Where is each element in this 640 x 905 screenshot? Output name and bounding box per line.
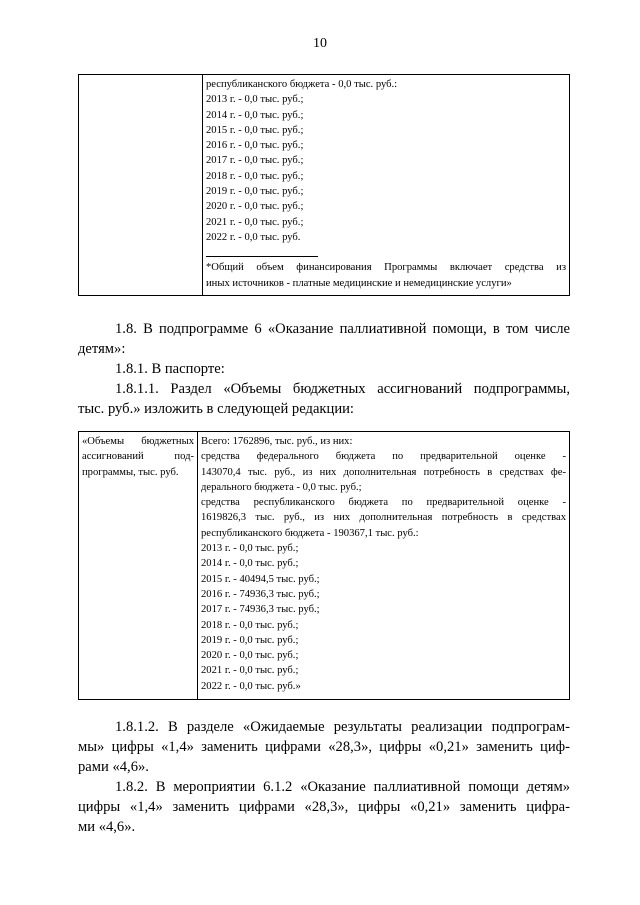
table2-line: 2014 г. - 0,0 тыс. руб.; bbox=[201, 558, 299, 570]
table2-left-line: ассигнований под- bbox=[82, 451, 194, 463]
table1-line: 2022 г. - 0,0 тыс. руб. bbox=[206, 231, 301, 243]
table1-line: республиканского бюджета - 0,0 тыс. руб.: bbox=[206, 79, 398, 90]
table2-line: средства федерального бюджета по предварительной оценке - bbox=[201, 451, 566, 463]
table2-line: 2019 г. - 0,0 тыс. руб.; bbox=[201, 634, 299, 646]
paragraph-1-8-1-2-line1: 1.8.1.2. В разделе «Ожидаемые результаты реализации подпрограм- bbox=[115, 719, 570, 735]
paragraph-1-8-1-1-line1: 1.8.1.1. Раздел «Объемы бюджетных ассигнований подпрограммы, bbox=[115, 381, 570, 397]
paragraph-1-8-1: 1.8.1. В паспорте: bbox=[115, 361, 225, 377]
table2-line: 2022 г. - 0,0 тыс. руб.» bbox=[201, 680, 301, 692]
paragraph-1-8-2-line3: ми «4,6». bbox=[78, 819, 136, 835]
table1-line: 2017 г. - 0,0 тыс. руб.; bbox=[206, 155, 304, 167]
table2-left-line: программы, тыс. руб. bbox=[82, 466, 179, 478]
paragraph-1-8-line1: 1.8. В подпрограмме 6 «Оказание паллиативной помощи, в том числе bbox=[115, 321, 570, 337]
table2-left-line: «Объемы бюджетных bbox=[82, 436, 194, 447]
page-number: 10 bbox=[313, 36, 327, 51]
table2-line: 1619826,3 тыс. руб., из них дополнительная потребность в средствах bbox=[201, 512, 566, 524]
table1-right-cell bbox=[203, 75, 570, 296]
paragraph-1-8-1-2-line3: рами «4,6». bbox=[78, 759, 149, 775]
table1-line: 2013 г. - 0,0 тыс. руб.; bbox=[206, 94, 304, 106]
table2-line: 2020 г. - 0,0 тыс. руб.; bbox=[201, 650, 299, 662]
table1-line: 2018 г. - 0,0 тыс. руб.; bbox=[206, 170, 304, 182]
paragraph-1-8-2-line1: 1.8.2. В мероприятии 6.1.2 «Оказание паллиативной помощи детям» bbox=[115, 779, 570, 795]
table1-line: 2016 г. - 0,0 тыс. руб.; bbox=[206, 140, 304, 152]
paragraph-1-8-line2: детям»: bbox=[78, 341, 126, 357]
paragraph-1-8-1-2-line2: мы» цифры «1,4» заменить цифрами «28,3», цифры «0,21» заменить циф- bbox=[78, 739, 570, 755]
table1-line: 2020 г. - 0,0 тыс. руб.; bbox=[206, 201, 304, 213]
table1-line: 2015 г. - 0,0 тыс. руб.; bbox=[206, 124, 304, 136]
table2-line: 2018 г. - 0,0 тыс. руб.; bbox=[201, 619, 299, 631]
budget-allocations-table bbox=[78, 431, 570, 700]
table2-right-cell bbox=[198, 432, 570, 700]
paragraph-1-8-1-1-line2: тыс. руб.» изложить в следующей редакции: bbox=[78, 401, 354, 417]
table1-footnote: иных источников - платные медицинские и немедицинские услуги» bbox=[206, 277, 512, 289]
table2-line: 2015 г. - 40494,5 тыс. руб.; bbox=[201, 573, 320, 585]
table2-line: 2016 г. - 74936,3 тыс. руб.; bbox=[201, 588, 320, 600]
table1-left-cell bbox=[79, 75, 203, 296]
table2-line: средства республиканского бюджета по предварительной оценке - bbox=[201, 497, 566, 509]
footnote-separator bbox=[206, 245, 318, 257]
table2-line: республиканского бюджета - 190367,1 тыс. руб.: bbox=[201, 527, 419, 539]
table2-left-cell bbox=[79, 432, 198, 700]
table2-line: 2013 г. - 0,0 тыс. руб.; bbox=[201, 543, 299, 555]
table1-line: 2014 г. - 0,0 тыс. руб.; bbox=[206, 109, 304, 121]
table2-line: 2021 г. - 0,0 тыс. руб.; bbox=[201, 665, 299, 677]
table2-line: 143070,4 тыс. руб., из них дополнительная потребность в средствах фе- bbox=[201, 466, 566, 478]
table2-line: 2017 г. - 74936,3 тыс. руб.; bbox=[201, 604, 320, 616]
table1-footnote: *Общий объем финансирования Программы включает средства из bbox=[206, 262, 566, 274]
paragraph-1-8-2-line2: цифры «1,4» заменить цифрами «28,3», цифры «0,21» заменить цифра- bbox=[78, 799, 570, 815]
table1-line: 2019 г. - 0,0 тыс. руб.; bbox=[206, 186, 304, 198]
funding-table-continued bbox=[78, 74, 570, 296]
table1-line: 2021 г. - 0,0 тыс. руб.; bbox=[206, 216, 304, 228]
table2-line: Всего: 1762896, тыс. руб., из них: bbox=[201, 436, 353, 447]
table2-line: дерального бюджета - 0,0 тыс. руб.; bbox=[201, 481, 362, 493]
